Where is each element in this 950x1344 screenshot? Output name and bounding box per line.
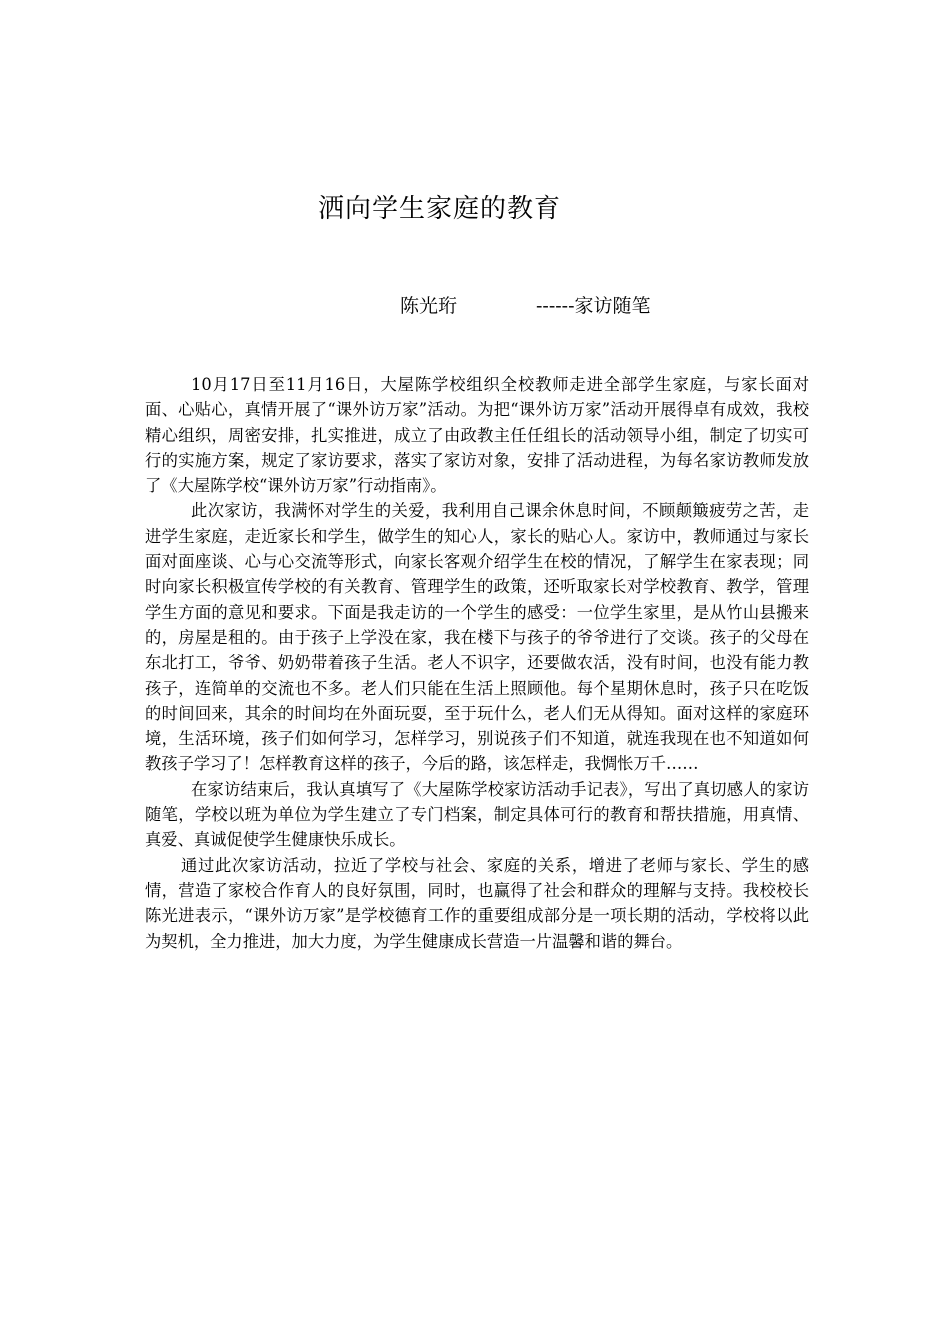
paragraph-1: 10月17日至11月16日，大屋陈学校组织全校教师走进全部学生家庭，与家长面对面、心贴心，真情开展了“课外访万家”活动。为把“课外访万家”活动开展得卓有成效，我校精心组织，周密安排，扎实推进，成立了由政教主任任组长的活动领导小组，制定了切实可行的实施方案，规定了家访要求，落实了家访对象，安排了活动进程，为每名家访教师发放了《大屋陈学校“课外访万家”行动指南》。 — [145, 375, 809, 496]
paragraph-2: 此次家访，我满怀对学生的关爱，我利用自己课余休息时间，不顾颠簸疲劳之苦，走进学生家庭，走近家长和学生，做学生的知心人，家长的贴心人。家访中，教师通过与家长面对面座谈、心与心交流等形式，向家长客观介绍学生在校的情况，了解学生在家表现；同时向家长积极宣传学校的有关教育、管理学生的政策，还听取家长对学校教育、教学，管理学生方面的意见和要求。下面是我走访的一个学生的感受：一位学生家里，是从竹山县搬来的，房屋是租的。由于孩子上学没在家，我在楼下与孩子的爷爷进行了交谈。孩子的父母在东北打工，爷爷、奶奶带着孩子生活。老人不识字，还要做农活，没有时间，也没有能力教孩子，连简单的交流也不多。老人们只能在生活上照顾他。每个星期休息时，孩子只在吃饭的时间回来，其余的时间均在外面玩耍，至于玩什么，老人们无从得知。面对这样的家庭环境，生活环境，孩子们如何学习，怎样学习，别说孩子们不知道，就连我现在也不知道如何教孩子学习了！怎样教育这样的孩子，今后的路，该怎样走，我惆怅万千…… — [145, 501, 809, 774]
document-subtitle: ------家访随笔 — [536, 295, 651, 317]
paragraph-3: 在家访结束后，我认真填写了《大屋陈学校家访活动手记表》，写出了真切感人的家访随笔，学校以班为单位为学生建立了专门档案，制定具体可行的教育和帮扶措施，用真情、真爱、真诚促使学生健康快乐成长。 — [145, 779, 809, 850]
paragraph-4: 通过此次家访活动，拉近了学校与社会、家庭的关系，增进了老师与家长、学生的感情，营造了家校合作育人的良好氛围，同时，也赢得了社会和群众的理解与支持。我校校长陈光进表示，“课外访万家”是学校德育工作的重要组成部分是一项长期的活动，学校将以此为契机，全力推进，加大力度，为学生健康成长营造一片温馨和谐的舞台。 — [145, 855, 809, 951]
author-name: 陈光珩 — [400, 295, 458, 317]
byline — [400, 292, 651, 320]
document-title: 洒向学生家庭的教育 — [318, 194, 562, 224]
article-body — [145, 372, 809, 954]
